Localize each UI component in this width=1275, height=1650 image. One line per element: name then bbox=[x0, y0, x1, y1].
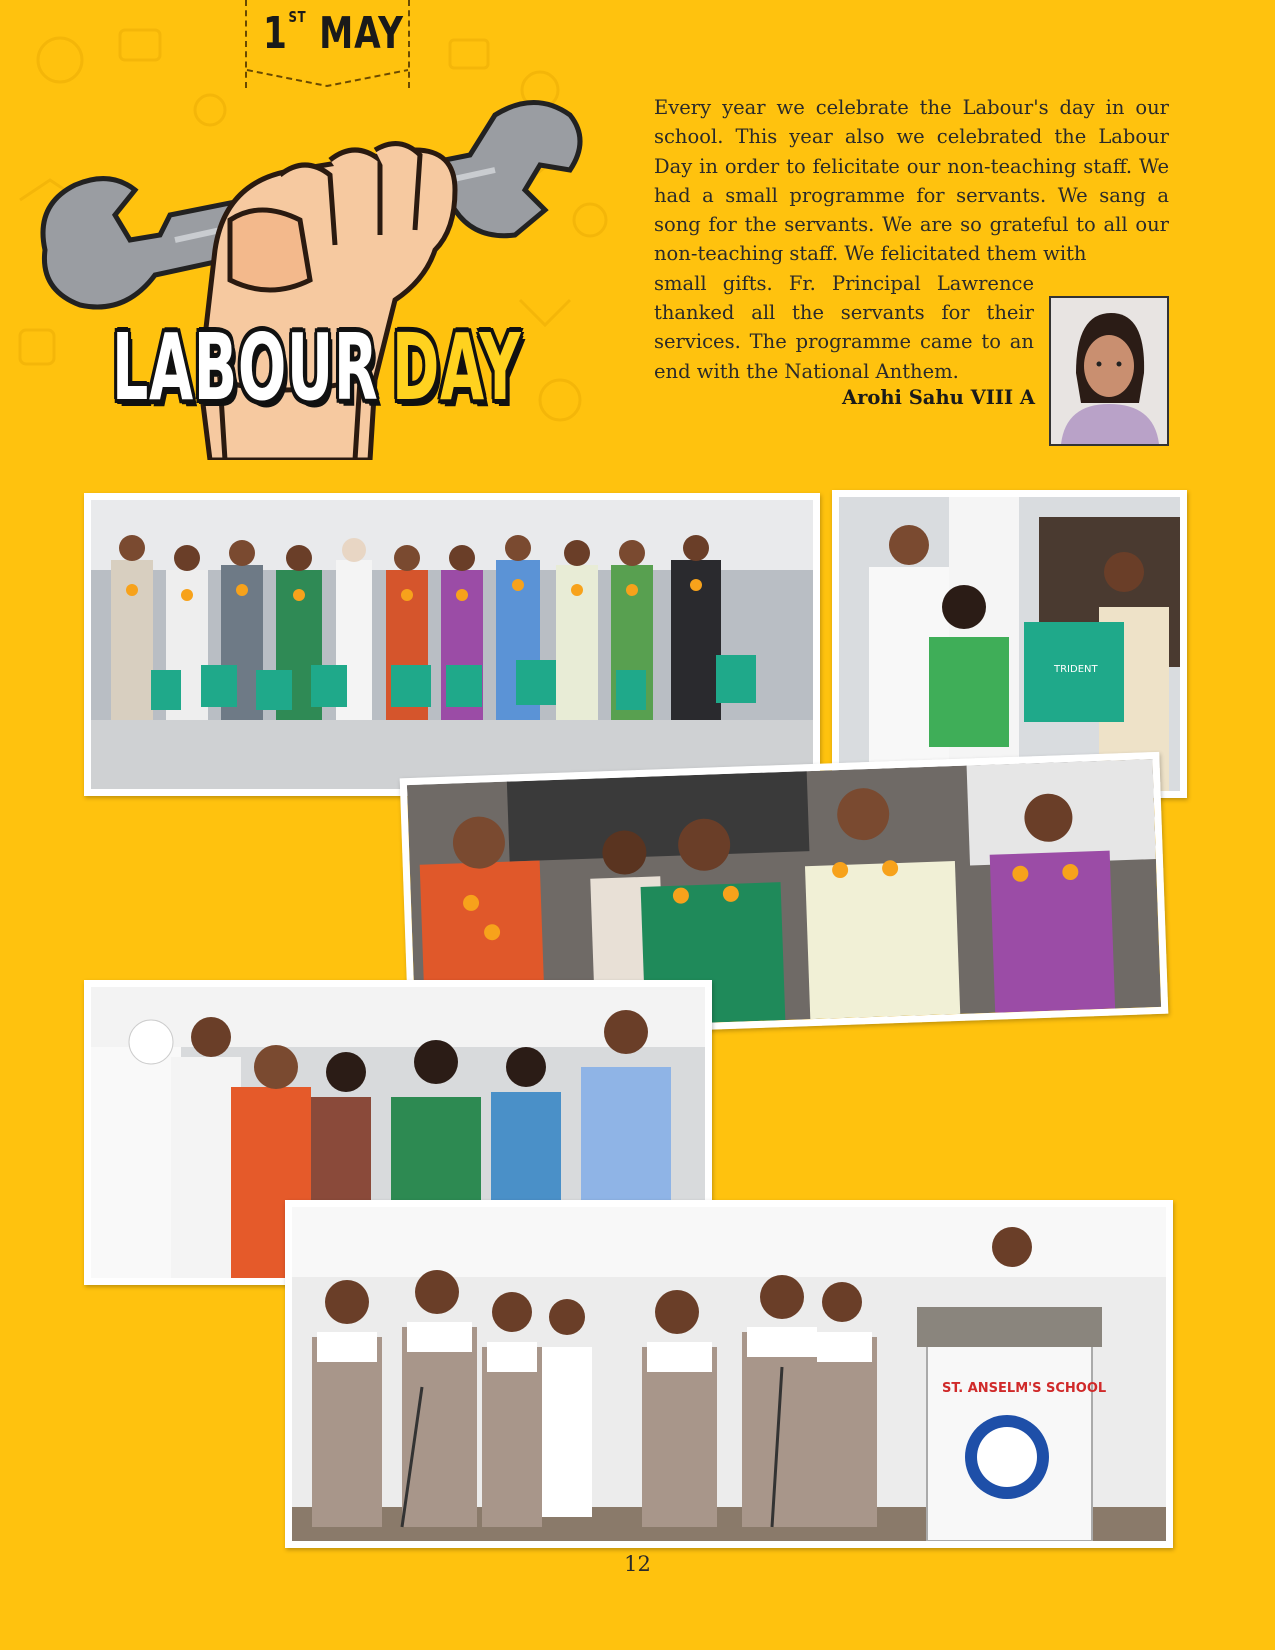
group-photo-image bbox=[91, 500, 813, 789]
page-number: 12 bbox=[624, 1552, 651, 1576]
school-sign-text: ST. ANSELM'S SCHOOL bbox=[942, 1381, 1107, 1396]
article-paragraph-narrow: small gifts. Fr. Principal Lawrence thanked all the servants for their services. The programme came to an end with the National Anthem. bbox=[654, 271, 1034, 383]
gift-presentation-image bbox=[839, 497, 1180, 791]
author-portrait bbox=[1049, 296, 1169, 446]
title-word-day: DAY bbox=[392, 314, 522, 421]
author-credit: Arohi Sahu VIII A bbox=[841, 386, 1035, 409]
photo-students-singing bbox=[285, 1200, 1173, 1548]
page-title bbox=[112, 314, 522, 421]
bag-brand-label: TRIDENT bbox=[1054, 664, 1098, 675]
date-suffix: ST bbox=[288, 8, 307, 26]
author-portrait-image bbox=[1051, 298, 1167, 444]
article-paragraph-full: Every year we celebrate the Labour's day in our school. This year also we celebrated the Labour Day in order to felicitate our non-teaching staff. We had a small programme for servants. We sang a song for the servants. We are so grateful to all our non-teaching staff. We felicitated them with bbox=[654, 96, 1169, 266]
date-month: MAY bbox=[319, 8, 404, 59]
photo-group-with-gifts bbox=[84, 493, 820, 796]
date-label bbox=[263, 8, 404, 59]
date-tag bbox=[245, 0, 410, 88]
students-singing-image bbox=[292, 1207, 1166, 1541]
title-word-labour: LABOUR bbox=[112, 314, 379, 421]
date-day: 1 bbox=[263, 8, 288, 59]
